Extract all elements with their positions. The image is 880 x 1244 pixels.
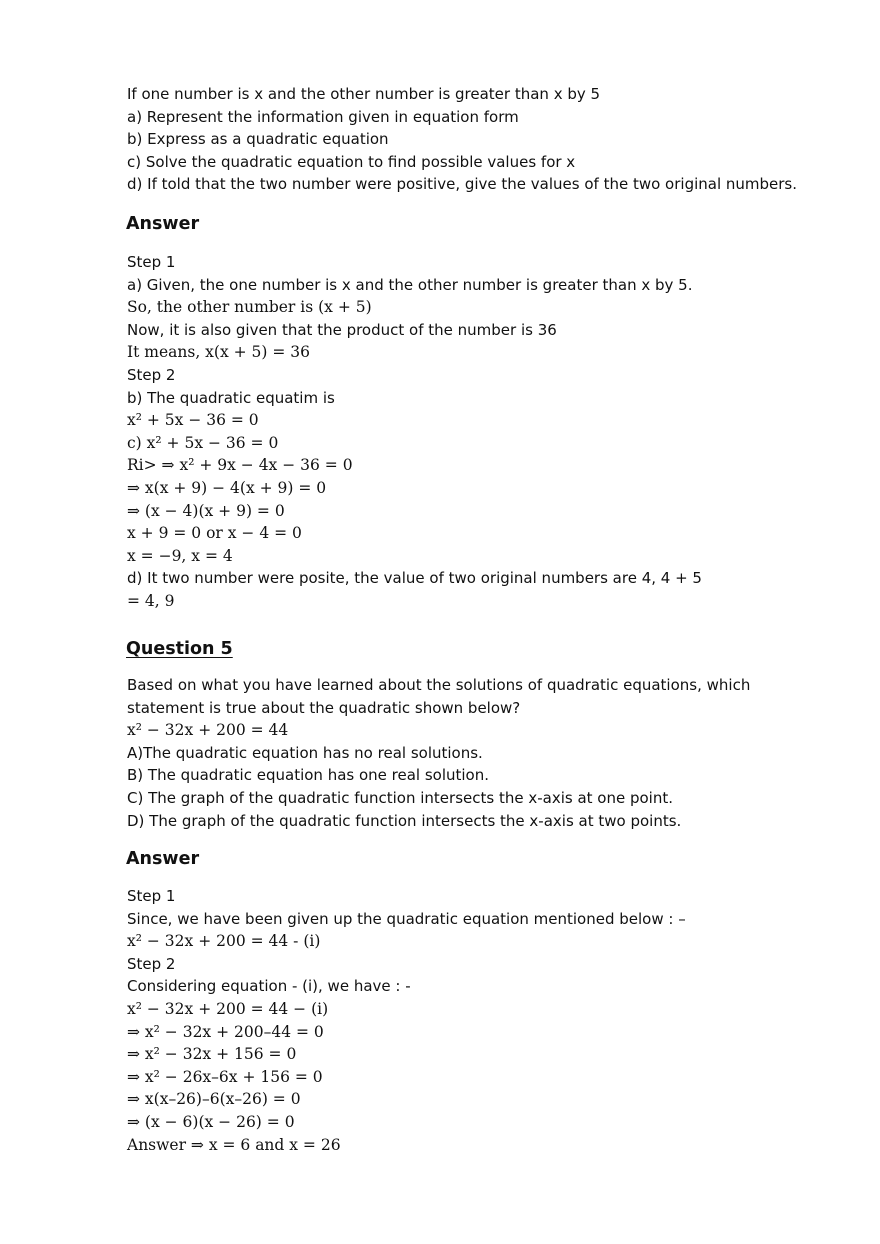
final-answer: Answer ⇒ x = 6 and x = 26 [127, 1135, 341, 1154]
step-label: Step 1 [127, 887, 176, 905]
equation-line: x² + 5x − 36 = 0 [127, 411, 259, 430]
equation-line: ⇒ x² − 32x + 200–44 = 0 [127, 1022, 324, 1041]
part-c: c) Solve the quadratic equation to find possible values for x [127, 152, 576, 171]
equation-line: ⇒ x² − 32x + 156 = 0 [127, 1045, 297, 1064]
question-5-body [127, 674, 827, 832]
answer-line: Now, it is also given that the product of the number is 36 [127, 320, 557, 339]
problem-intro [127, 83, 827, 196]
equation-line: ⇒ x² − 26x–6x + 156 = 0 [127, 1067, 323, 1086]
question-text: Based on what you have learned about the solutions of quadratic equations, which [127, 676, 751, 694]
step-label: Step 2 [127, 365, 176, 384]
equation-line: Ri> ⇒ x² + 9x − 4x − 36 = 0 [127, 456, 353, 475]
problem-statement: If one number is x and the other number is greater than x by 5 [127, 85, 601, 103]
option-a: A)The quadratic equation has no real solutions. [127, 743, 483, 762]
equation-line: ⇒ x(x + 9) − 4(x + 9) = 0 [127, 478, 327, 497]
part-a: a) Represent the information given in equation form [127, 107, 519, 126]
equation-line: ⇒ x(x–26)–6(x–26) = 0 [127, 1090, 301, 1109]
equation-line: x² − 32x + 200 = 44 - (i) [127, 932, 321, 951]
answer-heading: Answer [126, 214, 200, 234]
option-b: B) The quadratic equation has one real solution. [127, 766, 490, 785]
equation-line: c) x² + 5x − 36 = 0 [127, 433, 279, 452]
answer-1-body [127, 251, 827, 613]
answer-line: It means, x(x + 5) = 36 [127, 343, 311, 362]
answer-line: a) Given, the one number is x and the other number is greater than x by 5. [127, 275, 693, 294]
option-d: D) The graph of the quadratic function intersects the x-axis at two points. [127, 811, 682, 830]
answer-2-body [127, 885, 827, 1156]
equation-line: ⇒ (x − 6)(x − 26) = 0 [127, 1112, 295, 1131]
equation-line: x² − 32x + 200 = 44 [127, 721, 289, 740]
answer-heading: Answer [126, 849, 200, 869]
question-text: statement is true about the quadratic shown below? [127, 698, 521, 717]
equation-line: ⇒ (x − 4)(x + 9) = 0 [127, 501, 285, 520]
question-5-heading: Question 5 [126, 639, 233, 659]
answer-line: b) The quadratic equatim is [127, 388, 335, 407]
step-label: Step 2 [127, 954, 176, 973]
equation-line: x + 9 = 0 or x − 4 = 0 [127, 524, 302, 543]
part-d: d) If told that the two number were positive, give the values of the two original numbers. [127, 175, 798, 194]
answer-line: Since, we have been given up the quadratic equation mentioned below : – [127, 909, 686, 928]
equation-line: x = −9, x = 4 [127, 546, 233, 565]
answer-line: So, the other number is (x + 5) [127, 298, 372, 317]
equation-line: x² − 32x + 200 = 44 − (i) [127, 999, 329, 1018]
step-label: Step 1 [127, 253, 176, 271]
part-b: b) Express as a quadratic equation [127, 130, 389, 149]
equation-line: = 4, 9 [127, 591, 175, 610]
answer-line: Considering equation - (i), we have : - [127, 977, 411, 996]
answer-line: d) It two number were posite, the value of two original numbers are 4, 4 + 5 [127, 569, 702, 588]
option-c: C) The graph of the quadratic function intersects the x-axis at one point. [127, 788, 673, 807]
